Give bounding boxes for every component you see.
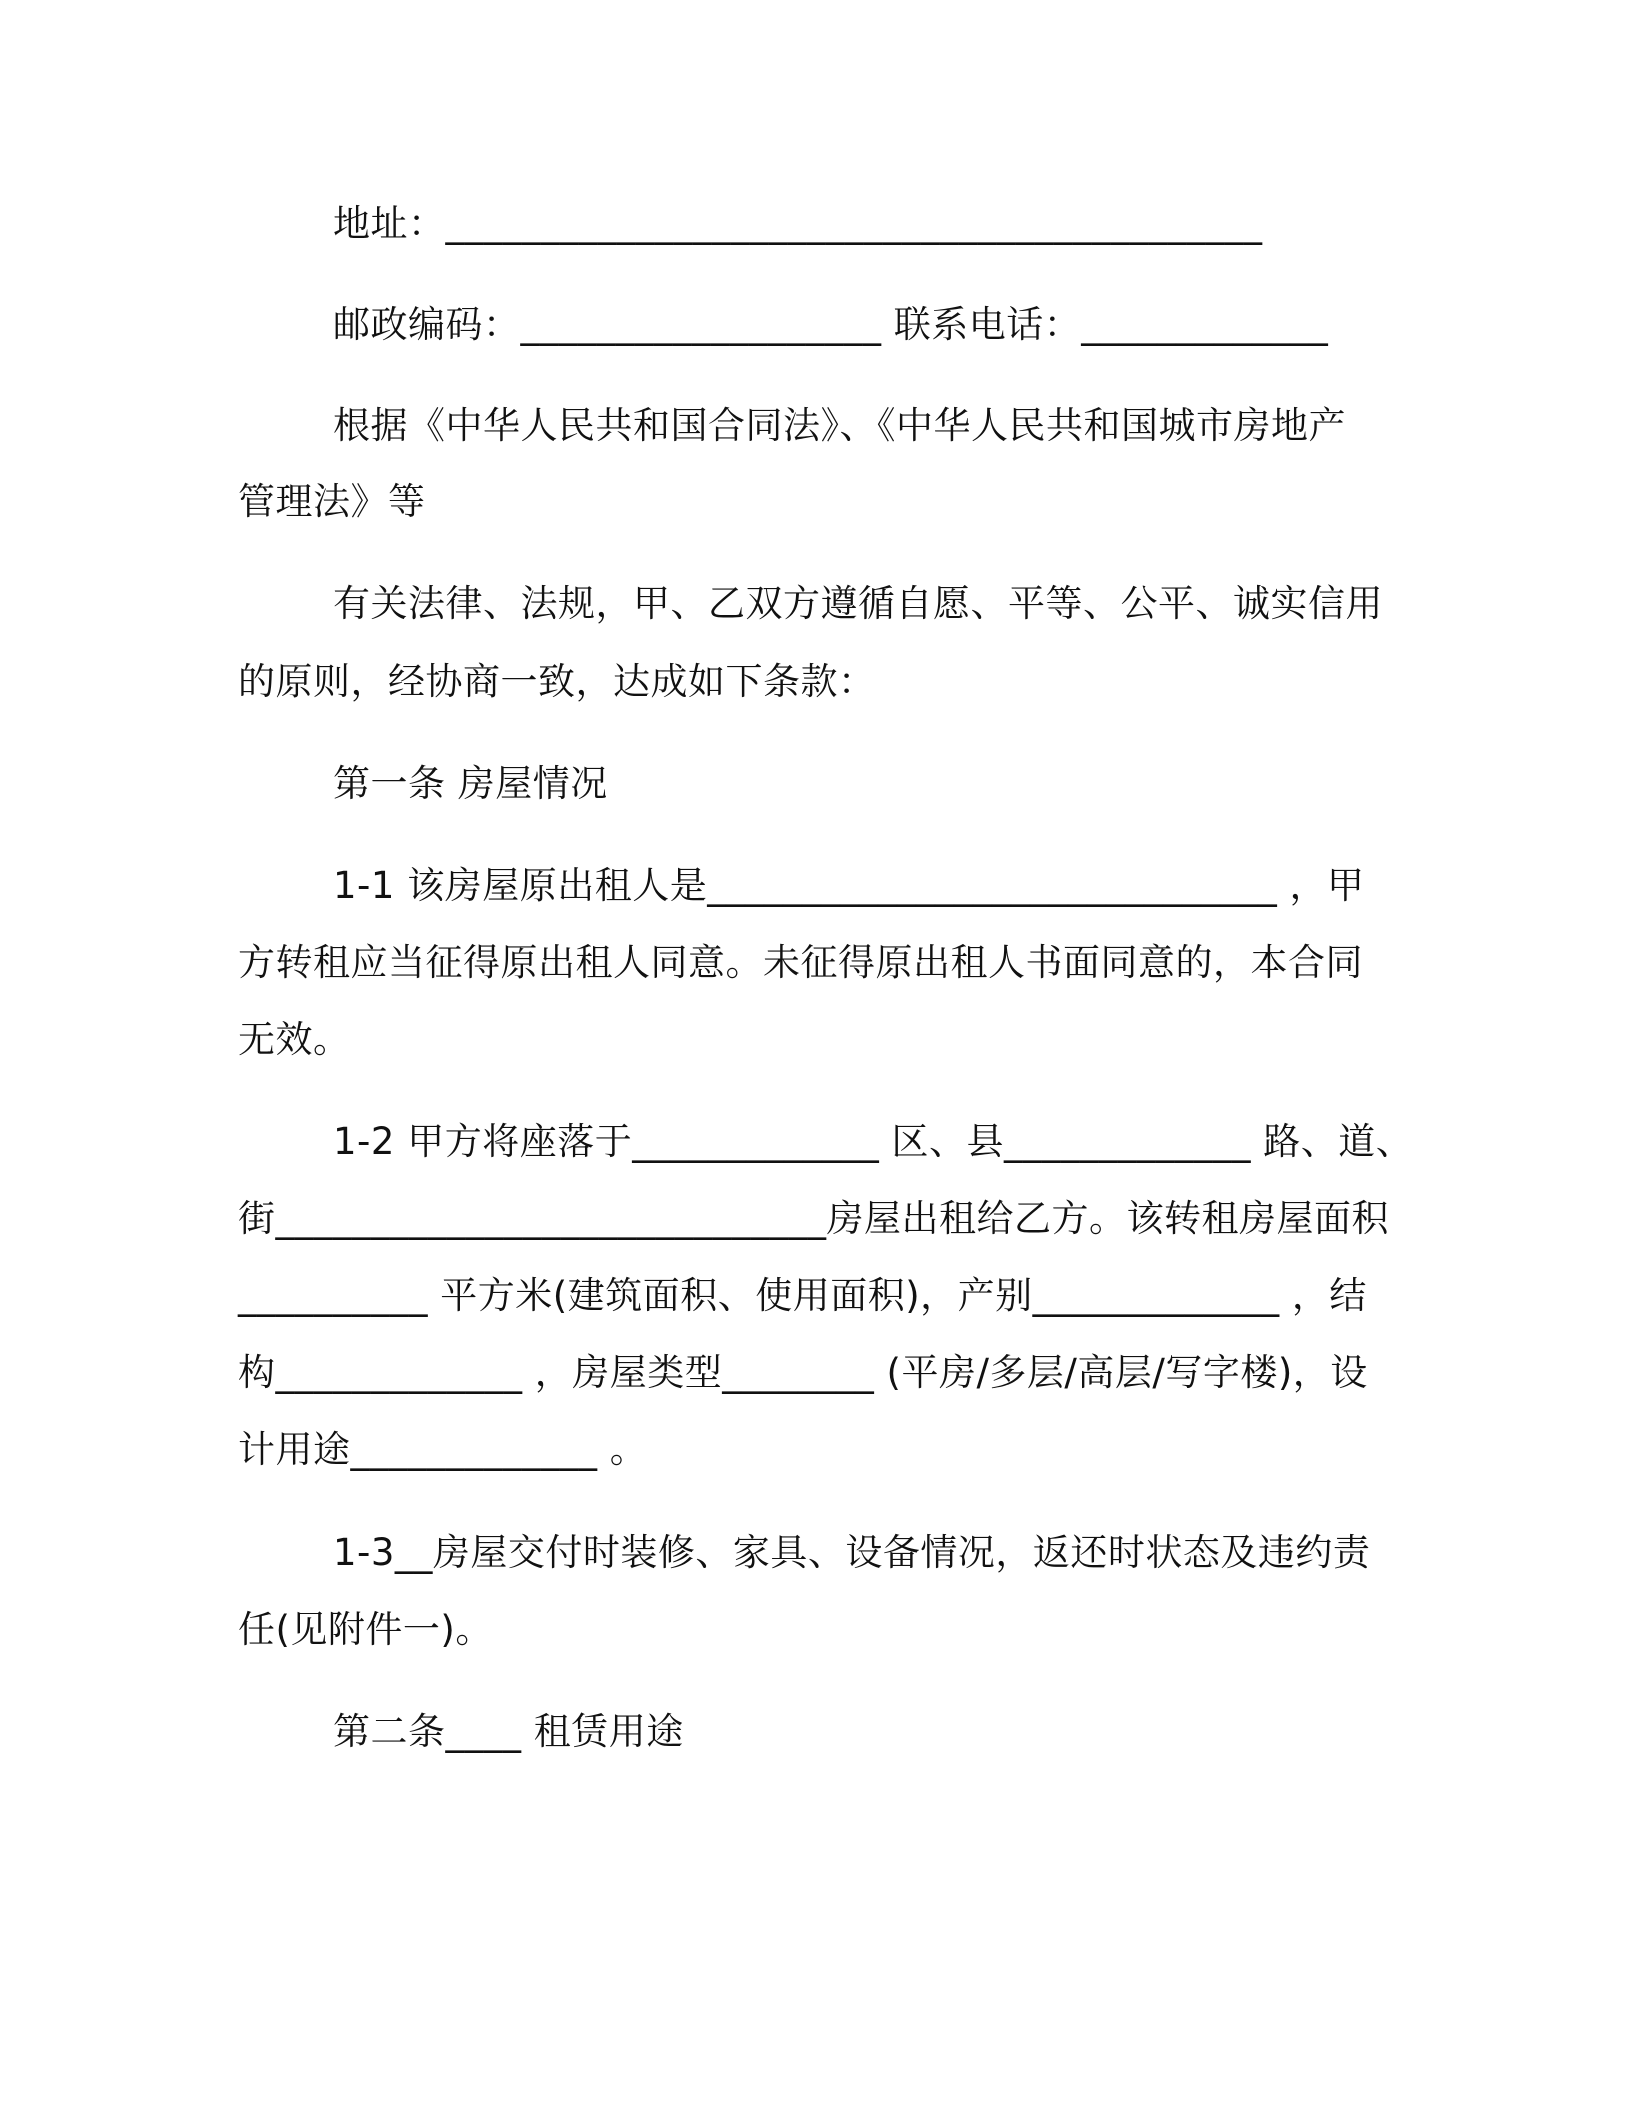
paragraph-line: 的原则，经协商一致，达成如下条款： bbox=[238, 660, 876, 703]
clause-line: 计用途_____________ 。 bbox=[238, 1428, 648, 1471]
section-heading: 第二条____ 租赁用途 bbox=[333, 1710, 684, 1753]
clause-line: 无效。 bbox=[238, 1018, 351, 1061]
paragraph-line: 根据《中华人民共和国合同法》、《中华人民共和国城市房地产 bbox=[333, 404, 1346, 447]
clause-line: 1-2 甲方将座落于_____________ 区、县_____________ 路、道、 bbox=[333, 1120, 1414, 1163]
clause-line: 方转租应当征得原出租人同意。未征得原出租人书面同意的，本合同 bbox=[238, 941, 1363, 984]
clause-line: 街_____________________________房屋出租给乙方。该转租房屋面积 bbox=[238, 1197, 1389, 1240]
clause-line: __________ 平方米(建筑面积、使用面积)，产别_____________ ，结 bbox=[238, 1274, 1367, 1317]
section-heading: 第一条 房屋情况 bbox=[333, 762, 608, 805]
clause-line: 1-1 该房屋原出租人是______________________________ ，甲 bbox=[333, 864, 1365, 907]
clause-line: 构_____________ ，房屋类型________ (平房/多层/高层/写字楼)，设 bbox=[238, 1351, 1368, 1394]
address-line: 地址：___________________________________________ bbox=[333, 202, 1263, 245]
paragraph-line: 有关法律、法规，甲、乙双方遵循自愿、平等、公平、诚实信用 bbox=[333, 582, 1383, 625]
paragraph-line: 管理法》等 bbox=[238, 480, 426, 523]
clause-line: 任(见附件一)。 bbox=[238, 1608, 493, 1651]
postcode-phone-line: 邮政编码：___________________ 联系电话：_____________ bbox=[333, 303, 1329, 346]
clause-line: 1-3__房屋交付时装修、家具、设备情况，返还时状态及违约责 bbox=[333, 1531, 1371, 1574]
